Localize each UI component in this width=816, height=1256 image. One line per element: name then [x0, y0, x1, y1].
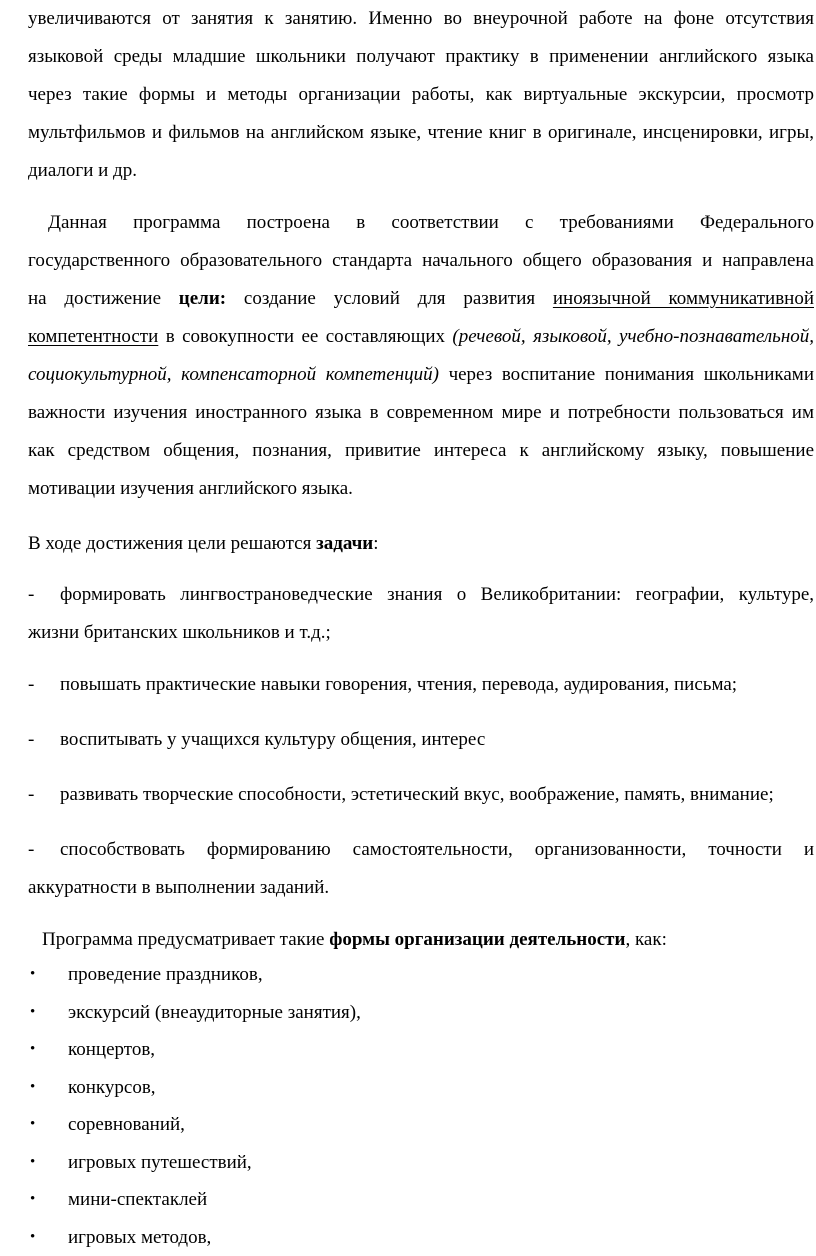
task-item — [28, 666, 814, 704]
task-text: способствовать формированию самостоятельности, организованности, точности и — [60, 839, 814, 860]
text-line: государственного образовательного стандарта начального общего образования и направлена — [28, 242, 814, 280]
text-line — [28, 666, 814, 704]
bullet-icon: • — [28, 1219, 68, 1256]
dash-marker: - — [28, 776, 60, 814]
bullet-icon: • — [28, 956, 68, 994]
goal-label: цели: — [179, 288, 226, 309]
text-line: диалоги и др. — [28, 152, 814, 190]
text-line: жизни британских школьников и т.д.; — [28, 614, 814, 652]
tasks-label: задачи — [316, 533, 373, 554]
forms-list — [28, 956, 814, 1256]
task-text: формировать лингвострановедческие знания о Великобритании: географии, культуре, — [60, 584, 814, 605]
list-item — [28, 994, 814, 1032]
task-text: воспитывать у учащихся культуру общения, интерес — [60, 729, 485, 750]
text-line — [28, 318, 814, 356]
text-line — [28, 831, 814, 869]
forms-intro-text: , как: — [625, 929, 666, 950]
text-line — [28, 356, 814, 394]
task-text: развивать творческие способности, эстетический вкус, воображение, память, внимание; — [60, 784, 774, 805]
text-line: мультфильмов и фильмов на английском языке, чтение книг в оригинале, инсценировки, игры, — [28, 114, 814, 152]
goal-text: создание условий для развития — [226, 288, 553, 309]
bullet-icon: • — [28, 994, 68, 1032]
list-item-text: игровых путешествий, — [68, 1152, 252, 1173]
forms-label: формы организации деятельности — [329, 929, 625, 950]
text-line: важности изучения иностранного языка в современном мире и потребности пользоваться им — [28, 394, 814, 432]
goal-italic: социокультурной, компенсаторной компетенций) — [28, 364, 439, 385]
list-item — [28, 1181, 814, 1219]
dash-marker: - — [28, 666, 60, 704]
bullet-icon: • — [28, 1144, 68, 1182]
list-item — [28, 1219, 814, 1256]
list-item — [28, 1069, 814, 1107]
text-line: как средством общения, познания, привитие интереса к английскому языку, повышение — [28, 432, 814, 470]
text-line — [28, 776, 814, 814]
list-item-text: концертов, — [68, 1039, 155, 1060]
list-item-text: конкурсов, — [68, 1077, 156, 1098]
goal-text: в совокупности ее составляющих — [158, 326, 452, 347]
text-line: увеличиваются от занятия к занятию. Именно во внеурочной работе на фоне отсутствия — [28, 0, 814, 38]
list-item — [28, 956, 814, 994]
task-item — [28, 776, 814, 814]
text-line — [28, 280, 814, 318]
goal-italic: (речевой, языковой, учебно-познавательной, — [452, 326, 814, 347]
bullet-icon: • — [28, 1031, 68, 1069]
list-item-text: экскурсий (внеаудиторные занятия), — [68, 1002, 361, 1023]
tasks-section — [28, 525, 814, 907]
list-item-text: проведение праздников, — [68, 964, 263, 985]
bullet-icon: • — [28, 1069, 68, 1107]
tasks-intro — [28, 525, 814, 563]
text-line: аккуратности в выполнении заданий. — [28, 869, 814, 907]
list-item-text: мини-спектаклей — [68, 1189, 207, 1210]
tasks-intro-text: : — [373, 533, 378, 554]
text-line: Данная программа построена в соответствии с требованиями Федерального — [28, 204, 814, 242]
list-item — [28, 1106, 814, 1144]
task-text: повышать практические навыки говорения, чтения, перевода, аудирования, письма; — [60, 674, 737, 695]
spacer — [28, 508, 814, 525]
document-page — [28, 0, 814, 1256]
bullet-icon: • — [28, 1181, 68, 1219]
intro-paragraph — [28, 0, 814, 190]
forms-section — [28, 921, 814, 1256]
goal-underlined: иноязычной коммуникативной — [553, 288, 814, 309]
text-line — [28, 576, 814, 614]
forms-intro — [28, 921, 814, 959]
list-item — [28, 1144, 814, 1182]
dash-marker: - — [28, 831, 60, 869]
text-line — [28, 721, 814, 759]
dash-marker: - — [28, 721, 60, 759]
goal-text: через воспитание понимания школьниками — [439, 364, 814, 385]
goal-text: на достижение — [28, 288, 179, 309]
list-item-text: соревнований, — [68, 1114, 185, 1135]
tasks-intro-text: В ходе достижения цели решаются — [28, 533, 316, 554]
bullet-icon: • — [28, 1106, 68, 1144]
dash-marker: - — [28, 576, 60, 614]
task-item — [28, 721, 814, 759]
list-item — [28, 1031, 814, 1069]
task-item — [28, 576, 814, 652]
forms-intro-text: Программа предусматривает такие — [42, 929, 329, 950]
goal-paragraph — [28, 204, 814, 508]
text-line: языковой среды младшие школьники получают практику в применении английского языка — [28, 38, 814, 76]
task-item — [28, 831, 814, 907]
text-line: через такие формы и методы организации работы, как виртуальные экскурсии, просмотр — [28, 76, 814, 114]
list-item-text: игровых методов, — [68, 1227, 211, 1248]
text-line: мотивации изучения английского языка. — [28, 470, 814, 508]
goal-underlined: компетентности — [28, 326, 158, 347]
